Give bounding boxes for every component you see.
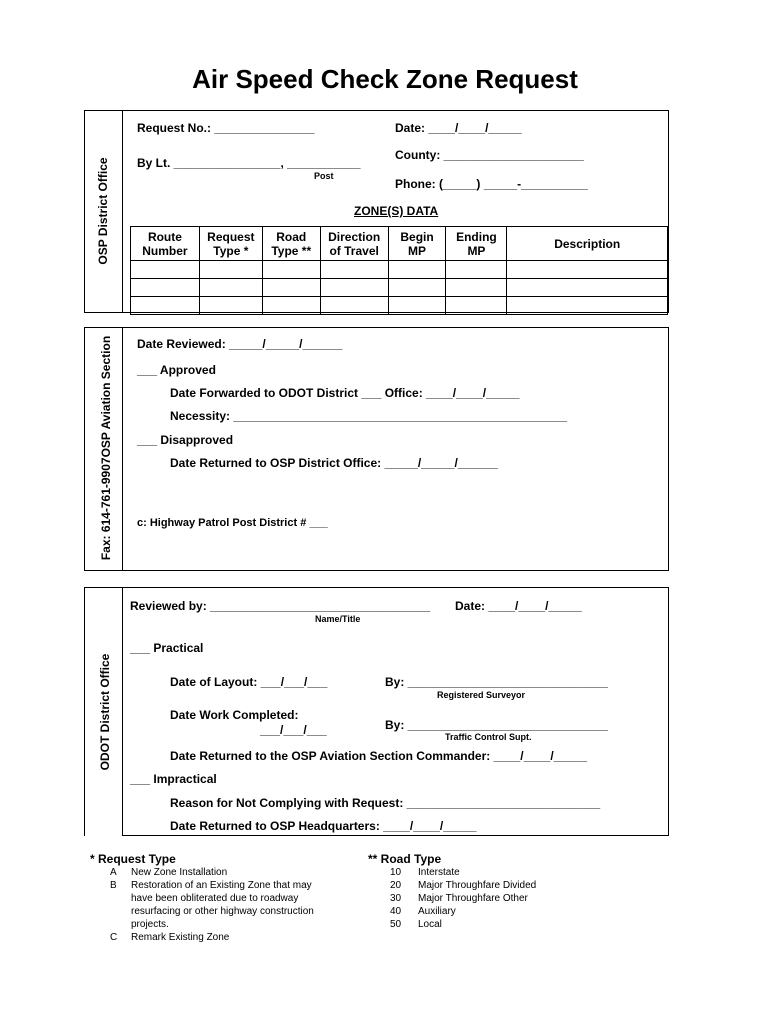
impractical-checkbox[interactable]: ___ Impractical [130,772,217,786]
cell[interactable] [388,279,446,297]
odot-date-field[interactable]: Date: ____/____/_____ [455,599,582,613]
date-work-completed-field[interactable]: ___/___/___ [260,723,327,737]
traffic-supt-caption: Traffic Control Supt. [445,732,532,742]
col-ending-mp: Ending MP [446,227,507,261]
col-route-number: Route Number [131,227,200,261]
date-work-completed-label: Date Work Completed: [170,708,299,722]
aviation-side-label: Fax: 614-761-9907OSP Aviation Section [99,335,113,561]
request-no-field[interactable]: Request No.: _______________ [137,121,315,135]
post-caption: Post [314,171,334,181]
cell[interactable] [199,261,262,279]
table-row [131,297,668,315]
zones-heading: ZONE(S) DATA [354,204,439,218]
request-type-heading: * Request Type [90,852,176,866]
practical-checkbox[interactable]: ___ Practical [130,641,204,655]
col-begin-mp: Begin MP [388,227,446,261]
list-item: A New Zone Installation [110,867,228,878]
list-item: 50 Local [390,919,442,930]
cell[interactable] [446,261,507,279]
reviewed-by-field[interactable]: Reviewed by: _________________________________ [130,599,431,613]
cell[interactable] [320,297,388,315]
col-description: Description [507,227,668,261]
road-type-heading: ** Road Type [368,852,442,866]
cell[interactable] [131,261,200,279]
cell[interactable] [388,261,446,279]
col-request-type: Request Type * [199,227,262,261]
cell[interactable] [199,279,262,297]
list-item: 10 Interstate [390,867,460,878]
list-item: 30 Major Throughfare Other [390,893,528,904]
table-row [131,261,668,279]
cell[interactable] [199,297,262,315]
by-supt-field[interactable]: By: ______________________________ [385,718,608,732]
cell[interactable] [262,297,320,315]
col-direction: Direction of Travel [320,227,388,261]
cell[interactable] [131,297,200,315]
cell[interactable] [320,279,388,297]
cell[interactable] [388,297,446,315]
cell[interactable] [262,261,320,279]
cell[interactable] [446,297,507,315]
table-row [131,279,668,297]
list-item: C Remark Existing Zone [110,932,230,943]
reason-field[interactable]: Reason for Not Complying with Request: _____________________________ [170,796,601,810]
odot-side-label: ODOT District Office [98,653,112,771]
page-title: Air Speed Check Zone Request [192,64,578,94]
name-title-caption: Name/Title [315,614,361,624]
approved-checkbox[interactable]: ___ Approved [137,363,216,377]
osp-date-field[interactable]: Date: ____/____/_____ [395,121,522,135]
odot-left-line [84,587,85,836]
zones-table [130,226,668,315]
date-returned-osp-field[interactable]: Date Returned to OSP District Office: _____/_____/______ [170,456,498,470]
list-item: 40 Auxiliary [390,906,456,917]
county-field[interactable]: County: _____________________ [395,148,584,162]
date-returned-hq-field[interactable]: Date Returned to OSP Headquarters: ____/____/_____ [170,819,477,833]
cell[interactable] [320,261,388,279]
cc-line[interactable]: c: Highway Patrol Post District # ___ [137,517,328,529]
cell[interactable] [507,261,668,279]
zones-header-row [131,227,668,261]
date-forwarded-field[interactable]: Date Forwarded to ODOT District ___ Office: ____/____/_____ [170,386,520,400]
date-returned-commander-field[interactable]: Date Returned to the OSP Aviation Section Commander: ____/____/_____ [170,749,588,763]
request-type-legend [90,853,370,944]
cell[interactable] [507,297,668,315]
cell[interactable] [262,279,320,297]
cell[interactable] [446,279,507,297]
date-of-layout-field[interactable]: Date of Layout: ___/___/___ [170,675,328,689]
by-lt-field[interactable]: By Lt. ________________, ___________ [137,156,361,170]
road-type-legend [368,853,588,931]
col-road-type: Road Type ** [262,227,320,261]
osp-side-label: OSP District Office [96,157,110,265]
disapproved-checkbox[interactable]: ___ Disapproved [137,433,234,447]
osp-divider [122,110,123,313]
cell[interactable] [131,279,200,297]
list-item: 20 Major Throughfare Divided [390,880,537,891]
registered-surveyor-caption: Registered Surveyor [437,690,526,700]
by-surveyor-field[interactable]: By: ______________________________ [385,675,608,689]
list-item: B Restoration of an Existing Zone that may have been obliterated due to roadway resurfacing or other highway construction projects. [110,880,314,930]
aviation-divider [122,327,123,571]
cell[interactable] [507,279,668,297]
phone-field[interactable]: Phone: (_____) _____-__________ [395,177,588,191]
necessity-field[interactable]: Necessity: __________________________________________________ [170,409,568,423]
date-reviewed-field[interactable]: Date Reviewed: _____/_____/______ [137,337,343,351]
odot-top-left-line [84,587,122,588]
